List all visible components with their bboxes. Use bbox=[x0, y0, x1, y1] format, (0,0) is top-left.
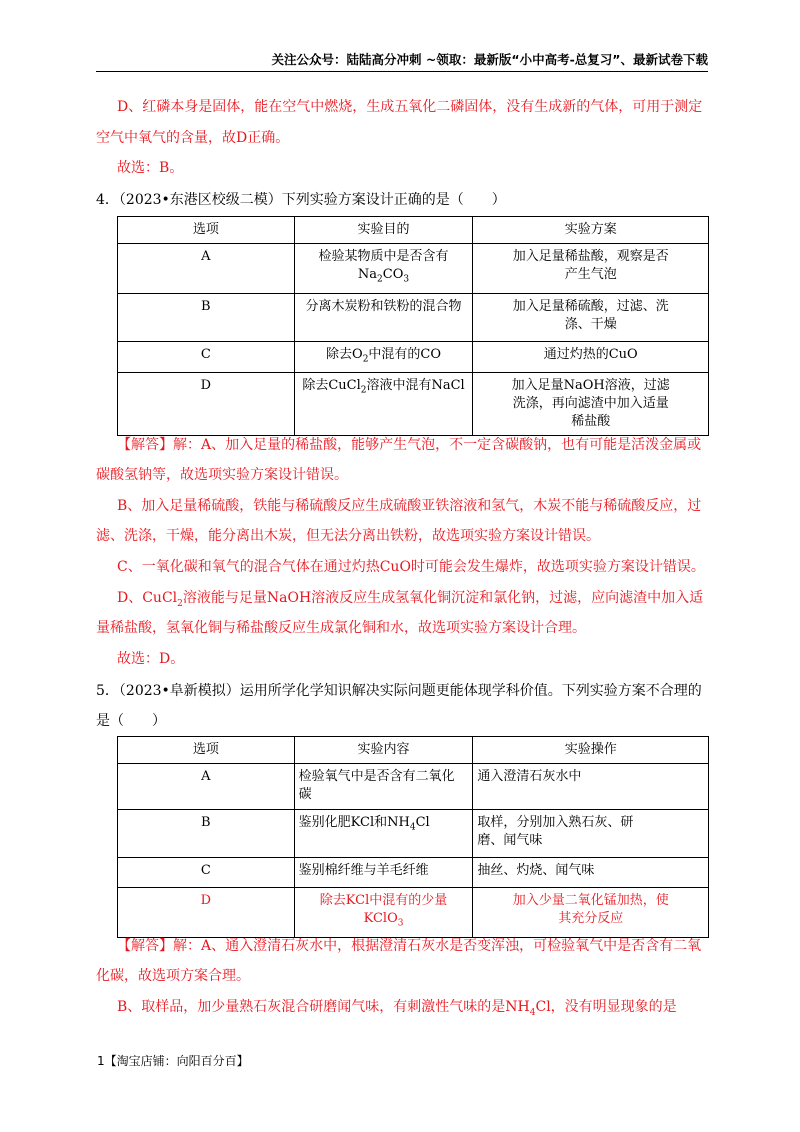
q5-row-c-operation: 抽丝、灼烧、闻气味 bbox=[473, 858, 709, 888]
cell-text: 检验某物质中是否含有 bbox=[318, 249, 449, 264]
cell-text: 碳 bbox=[298, 787, 312, 802]
subscript: 4 bbox=[409, 822, 416, 833]
subscript: 2 bbox=[377, 274, 383, 285]
subscript: 2 bbox=[360, 385, 367, 396]
cell-text: 除去O bbox=[326, 346, 363, 362]
cell-text: 磨、闻气味 bbox=[477, 833, 543, 848]
prev-answer-d-line2: 空气中氧气的含量，故D正确。 bbox=[96, 130, 290, 146]
q4-answer-d-line2: 量稀盐酸，氢氧化铜与稀盐酸反应生成氯化铜和水，故选项实验方案设计合理。 bbox=[96, 620, 586, 636]
q4-row-a-method bbox=[473, 244, 709, 294]
q4-header-option: 选项 bbox=[118, 217, 295, 244]
answer-text: Cl，没有明显现象的是 bbox=[535, 999, 677, 1015]
q5-row-b-option: B bbox=[118, 810, 295, 858]
prev-choice: 故选：B。 bbox=[117, 160, 184, 176]
cell-text: 除去CuCl bbox=[302, 378, 361, 394]
subscript: 2 bbox=[362, 354, 369, 365]
q4-choice: 故选：D。 bbox=[117, 651, 185, 667]
q5-row-d-content bbox=[294, 888, 473, 938]
q4-stem: 4．（2023•东港区校级二模）下列实验方案设计正确的是（ ） bbox=[96, 192, 506, 208]
q4-table-header bbox=[118, 217, 709, 244]
answer-label: 【解答】 bbox=[117, 437, 173, 453]
q4-header-purpose: 实验目的 bbox=[294, 217, 473, 244]
q4-answer-b-line2: 滤、洗涤，干燥，能分离出木炭，但无法分离出铁粉，故选项实验方案设计错误。 bbox=[96, 528, 600, 544]
subscript: 3 bbox=[397, 918, 404, 929]
cell-text: 加入少量二氧化锰加热，使 bbox=[512, 893, 669, 908]
page-header: 关注公众号：陆陆高分冲刺 ~领取：最新版“小中高考-总复习”、最新试卷下载 bbox=[271, 52, 708, 67]
table-row bbox=[118, 293, 709, 341]
cell-text: 稀盐酸 bbox=[571, 414, 611, 430]
q5-table bbox=[117, 736, 709, 938]
page-footer: 1【淘宝店铺：向阳百分百】 bbox=[97, 1054, 249, 1068]
q5-table-header bbox=[118, 737, 709, 764]
cell-text: Cl bbox=[415, 815, 430, 830]
cell-text: 加入足量NaOH溶液，过滤 bbox=[511, 378, 670, 394]
q5-answer-a-line1 bbox=[117, 937, 701, 955]
subscript: 4 bbox=[529, 1007, 536, 1018]
q4-row-c-purpose bbox=[294, 341, 473, 373]
q5-header-operation: 实验操作 bbox=[473, 737, 709, 764]
cell-text: 鉴别化肥KCl和NH bbox=[298, 815, 410, 830]
q4-answer-a-line1 bbox=[117, 436, 701, 454]
subscript: 3 bbox=[403, 274, 410, 285]
answer-text: 解：A、加入足量的稀盐酸，能够产生气泡，不一定含碳酸钠，也有可能是活泼金属或 bbox=[173, 437, 702, 453]
table-row bbox=[118, 888, 709, 938]
subscript: 2 bbox=[177, 598, 183, 609]
q4-row-a-purpose bbox=[294, 244, 473, 294]
q5-row-a-operation: 通入澄清石灰水中 bbox=[473, 764, 709, 810]
cell-text: 取样，分别加入熟石灰、研 bbox=[477, 815, 634, 830]
q5-stem-line1: 5．（2023•阜新模拟）运用所学化学知识解决实际问题更能体现学科价值。下列实验方案不合理的 bbox=[96, 683, 702, 699]
q5-row-a-option: A bbox=[118, 764, 295, 810]
cell-text: 涤、干燥 bbox=[564, 316, 617, 332]
cell-text: Na bbox=[357, 267, 378, 282]
table-row bbox=[118, 341, 709, 373]
q4-row-b-purpose: 分离木炭粉和铁粉的混合物 bbox=[294, 293, 473, 341]
q5-header-option: 选项 bbox=[118, 737, 295, 764]
q4-table bbox=[117, 216, 709, 436]
table-row bbox=[118, 373, 709, 436]
cell-text: 其充分反应 bbox=[558, 911, 624, 926]
table-row bbox=[118, 764, 709, 810]
q4-row-c-option: C bbox=[118, 341, 295, 373]
q4-row-b-method bbox=[473, 293, 709, 341]
q5-row-b-content bbox=[294, 810, 473, 858]
cell-text: KClO bbox=[363, 911, 398, 926]
q4-row-d-option: D bbox=[118, 373, 295, 436]
q4-row-d-method bbox=[473, 373, 709, 436]
header-rule bbox=[96, 71, 708, 72]
q4-row-a-option: A bbox=[118, 244, 295, 294]
q5-row-a-content bbox=[294, 764, 473, 810]
cell-text: 洗涤，再向滤渣中加入适量 bbox=[512, 396, 669, 412]
answer-text: 解：A、通入澄清石灰水中，根据澄清石灰水是否变浑浊，可检验氧气中是否含有二氧 bbox=[173, 938, 702, 954]
answer-text: B、取样品，加少量熟石灰混合研磨闻气味，有刺激性气味的是NH bbox=[117, 999, 530, 1015]
q5-row-d-option: D bbox=[118, 888, 295, 938]
q5-row-c-content: 鉴别棉纤维与羊毛纤维 bbox=[294, 858, 473, 888]
prev-answer-d-line1: D、红磷本身是固体，能在空气中燃烧，生成五氧化二磷固体，没有生成新的气体，可用于测定 bbox=[117, 99, 703, 115]
q4-answer-b-line1: B、加入足量稀硫酸，铁能与稀硫酸反应生成硫酸亚铁溶液和氢气，木炭不能与稀硫酸反应，过 bbox=[117, 498, 702, 514]
q5-row-c-option: C bbox=[118, 858, 295, 888]
q5-stem-line2: 是（ ） bbox=[96, 713, 166, 729]
q4-header-method: 实验方案 bbox=[473, 217, 709, 244]
q4-answer-d-line1 bbox=[117, 589, 703, 613]
q5-row-d-operation bbox=[473, 888, 709, 938]
cell-text: 检验氧气中是否含有二氧化 bbox=[298, 769, 455, 784]
table-row bbox=[118, 858, 709, 888]
q5-answer-b-line1 bbox=[117, 998, 677, 1022]
answer-label: 【解答】 bbox=[117, 938, 173, 954]
table-row bbox=[118, 810, 709, 858]
cell-text: 加入足量稀盐酸，观察是否 bbox=[512, 249, 669, 264]
cell-text: 除去KCl中混有的少量 bbox=[319, 893, 448, 908]
q4-row-d-purpose bbox=[294, 373, 473, 436]
q4-row-c-method: 通过灼热的CuO bbox=[473, 341, 709, 373]
q5-header-content: 实验内容 bbox=[294, 737, 473, 764]
cell-text: 产生气泡 bbox=[564, 267, 617, 282]
answer-text: 溶液能与足量NaOH溶液反应生成氢氧化铜沉淀和氯化钠，过滤，应向滤渣中加入适 bbox=[182, 590, 704, 606]
q5-row-b-operation bbox=[473, 810, 709, 858]
q4-answer-c-line1: C、一氧化碳和氧气的混合气体在通过灼热CuO时可能会发生爆炸，故选项实验方案设计错误。 bbox=[117, 559, 705, 575]
cell-text: 中混有的CO bbox=[368, 346, 442, 362]
answer-text: D、CuCl bbox=[117, 590, 178, 606]
q5-answer-a-line2: 化碳，故选项方案合理。 bbox=[96, 968, 250, 984]
cell-text: CO bbox=[382, 267, 404, 282]
q4-row-b-option: B bbox=[118, 293, 295, 341]
q4-answer-a-line2: 碳酸氢钠等，故选项实验方案设计错误。 bbox=[96, 467, 348, 483]
table-row bbox=[118, 244, 709, 294]
cell-text: 溶液中混有NaCl bbox=[366, 378, 465, 394]
cell-text: 加入足量稀硫酸，过滤、洗 bbox=[512, 298, 669, 314]
